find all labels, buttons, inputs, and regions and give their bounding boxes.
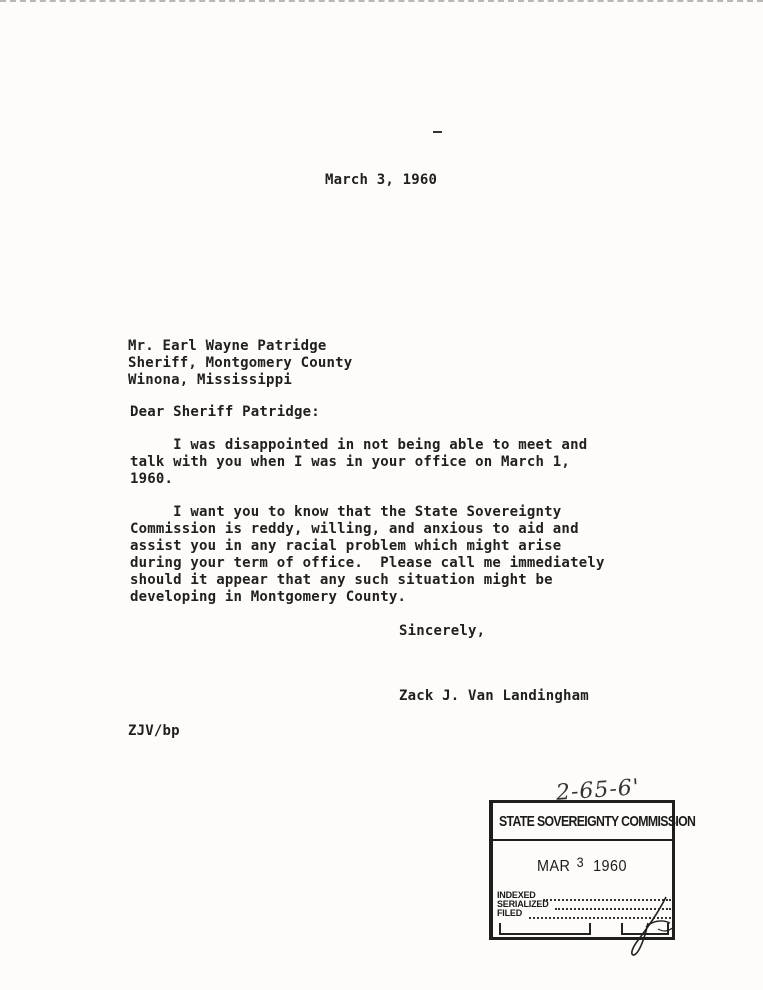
paragraph-line: assist you in any racial problem which might arise [130, 538, 562, 554]
paragraph-line: during your term of office. Please call me immediately [130, 555, 605, 571]
handwritten-file-number: 2-65-6' [555, 775, 641, 806]
address-line: Mr. Earl Wayne Patridge [128, 338, 327, 354]
stamp-year: 1960 [593, 858, 627, 875]
stamp-date [537, 854, 627, 876]
initials-scribble [618, 893, 688, 963]
paragraph-line: 1960. [130, 471, 174, 487]
paragraph-line: I want you to know that the State Sovereignty [130, 504, 562, 520]
stamp-month: MAR [537, 858, 571, 875]
address-line: Winona, Mississippi [128, 372, 292, 388]
paragraph-line: talk with you when I was in your office on March 1, [130, 454, 571, 470]
stamp-label-filed: FILED [497, 908, 522, 918]
stamp-title: STATE SOVEREIGNTY COMMISSION [499, 813, 696, 830]
address-line: Sheriff, Montgomery County [128, 355, 353, 371]
signer-name: Zack J. Van Landingham [399, 688, 589, 704]
salutation: Dear Sheriff Patridge: [130, 404, 320, 420]
stamp-divider [493, 839, 672, 841]
paragraph-line: should it appear that any such situation might be [130, 572, 553, 588]
stamp-box-left [499, 923, 591, 935]
paragraph-line: I was disappointed in not being able to meet and [130, 437, 588, 453]
header-mark [433, 131, 442, 133]
typist-initials: ZJV/bp [128, 723, 180, 739]
paragraph-line: developing in Montgomery County. [130, 589, 407, 605]
stamp-label-serialized: SERIALIZED [497, 899, 549, 909]
closing: Sincerely, [399, 623, 486, 639]
page-top-edge [0, 0, 763, 6]
stamp-day: 3 [576, 854, 585, 870]
paragraph-line: Commission is reddy, willing, and anxious to aid and [130, 521, 579, 537]
letter-date: March 3, 1960 [325, 172, 438, 188]
stamp-label-indexed: INDEXED [497, 890, 536, 900]
